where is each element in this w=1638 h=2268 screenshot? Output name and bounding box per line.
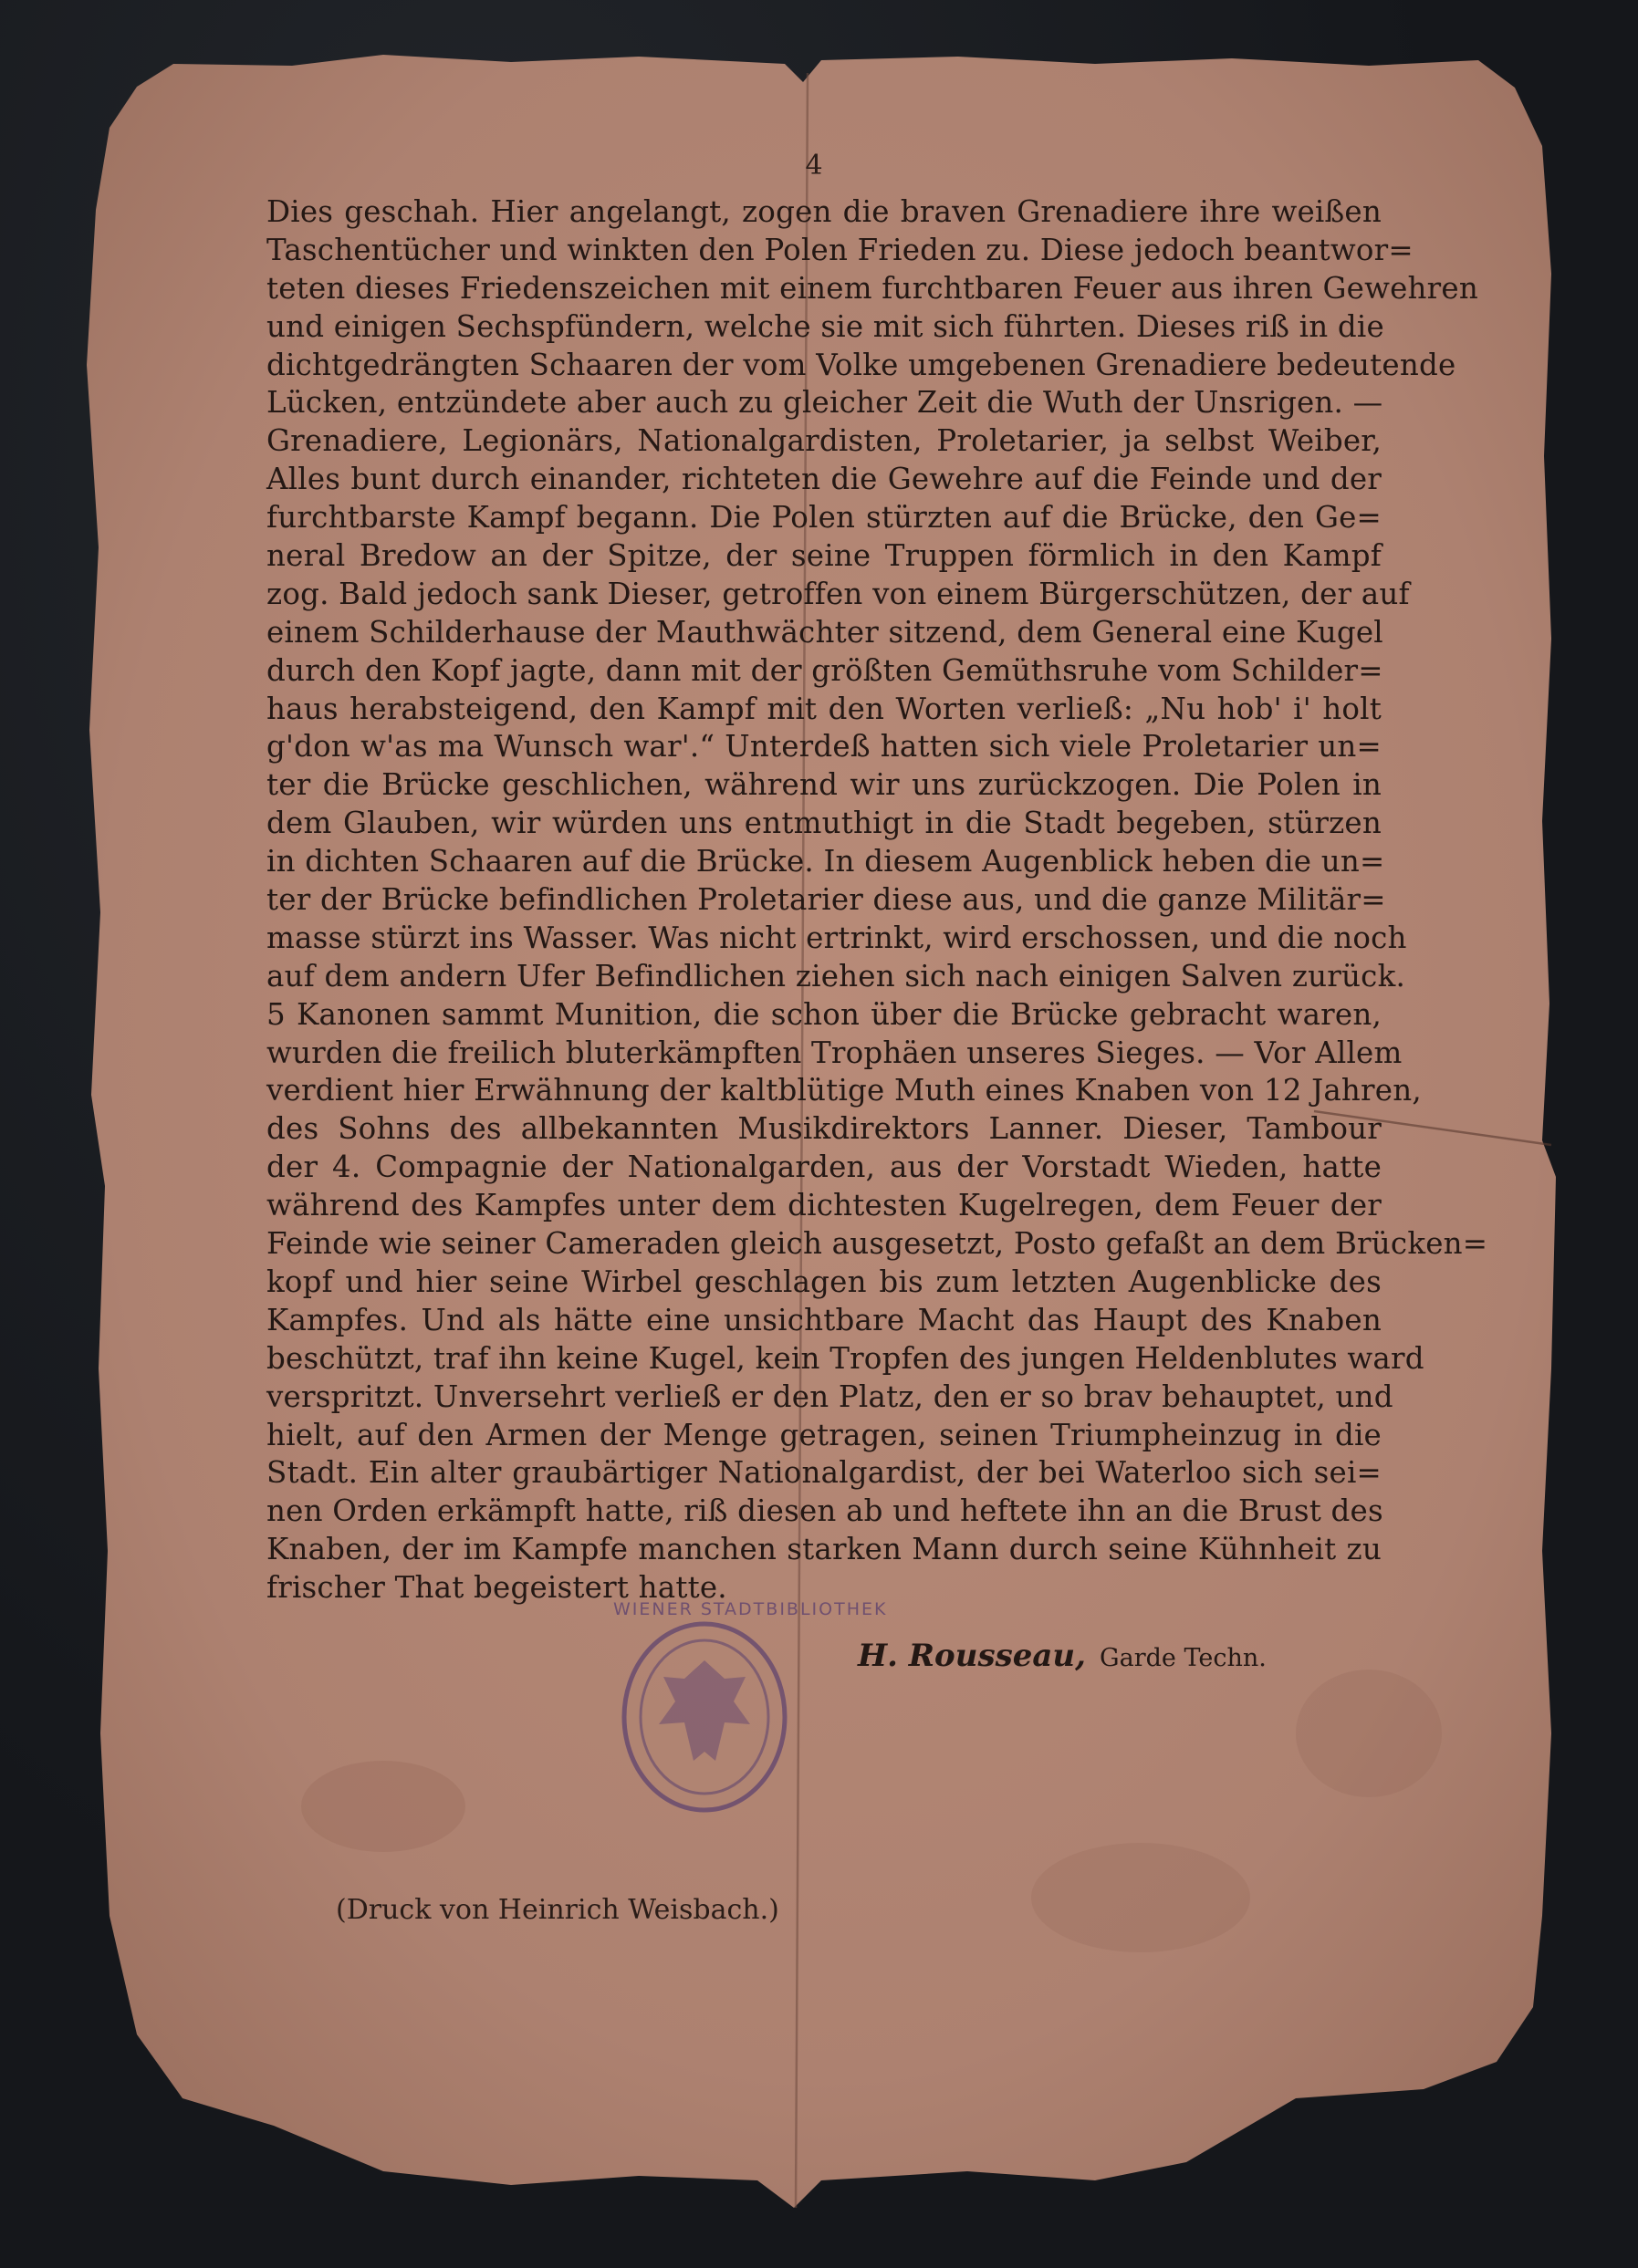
text-line: hielt, auf den Armen der Menge getragen, seinen Triumpheinzug in die [266,1417,1382,1452]
text-line: wurden die freilich bluterkämpften Trophäen unseres Sieges. — Vor Allem [266,1035,1403,1070]
text-line: Dies geschah. Hier angelangt, zogen die braven Grenadiere ihre weißen [266,194,1382,229]
signature [858,1638,1267,1674]
printer-imprint: (Druck von Heinrich Weisbach.) [336,1894,779,1926]
text-line: neral Bredow an der Spitze, der seine Truppen förmlich in den Kampf [266,538,1382,574]
text-line: Knaben, der im Kampfe manchen starken Mann durch seine Kühnheit zu [266,1532,1382,1567]
text-line: und einigen Sechspfündern, welche sie mit sich führten. Dieses riß in die [266,308,1384,344]
text-line: haus herabsteigend, den Kampf mit den Worten verließ: „Nu hob' i' holt [266,691,1382,726]
text-line: der 4. Compagnie der Nationalgarden, aus der Vorstadt Wieden, hatte [266,1150,1382,1185]
text-line: nen Orden erkämpft hatte, riß diesen ab und heftete ihn an die Brust des [266,1493,1383,1529]
stain [1031,1843,1250,1952]
text-line: Stadt. Ein alter graubärtiger Nationalgardist, der bei Waterloo sich sei= [266,1455,1382,1491]
text-line: Kampfes. Und als hätte eine unsichtbare Macht das Haupt des Knaben [266,1302,1382,1337]
text-line: beschützt, traf ihn keine Kugel, kein Tropfen des jungen Heldenblutes ward [266,1340,1424,1376]
text-line: Alles bunt durch einander, richteten die Gewehre auf die Feinde und der [266,462,1382,497]
text-line: verdient hier Erwähnung der kaltblütige Muth eines Knaben von 12 Jahren, [266,1073,1422,1108]
text-line: dichtgedrängten Schaaren der vom Volke umgebenen Grenadiere bedeutende [266,347,1456,382]
text-line: durch den Kopf jagte, dann mit der größten Gemüthsruhe vom Schilder= [266,652,1383,688]
eagle-icon [659,1660,750,1761]
text-line: Grenadiere, Legionärs, Nationalgardisten, Proletarier, ja selbst Weiber, [266,423,1382,459]
text-line: ter die Brücke geschlichen, während wir uns zurückzogen. Die Polen in [266,767,1382,803]
text-line: auf dem andern Ufer Befindlichen ziehen sich nach einigen Salven zurück. [266,958,1405,994]
stain [1296,1670,1442,1797]
stamp-text: WIENER STADTBIBLIOTHEK [613,1599,888,1619]
text-line: einem Schilderhause der Mauthwächter sitzend, dem General eine Kugel [266,614,1383,650]
text-line: frischer That begeistert hatte. [266,1570,727,1606]
stain [301,1761,465,1852]
text-line: 5 Kanonen sammt Munition, die schon über die Brücke gebracht waren, [266,996,1382,1032]
author-name: H. Rousseau, [858,1638,1086,1674]
text-line: kopf und hier seine Wirbel geschlagen bis zum letzten Augenblicke des [266,1264,1382,1299]
text-line: während des Kampfes unter dem dichtesten Kugelregen, dem Feuer der [266,1188,1382,1223]
text-line: teten dieses Friedenszeichen mit einem furchtbaren Feuer aus ihren Gewehren [266,270,1478,306]
text-line: Taschentücher und winkten den Polen Frieden zu. Diese jedoch beantwor= [266,232,1414,267]
text-line: dem Glauben, wir würden uns entmuthigt in die Stadt begeben, stürzen [266,806,1382,841]
text-line: Feinde wie seiner Cameraden gleich ausgesetzt, Posto gefaßt an dem Brücken= [266,1226,1488,1262]
text-line: in dichten Schaaren auf die Brücke. In diesem Augenblick heben die un= [266,844,1385,879]
text-line: furchtbarste Kampf begann. Die Polen stürzten auf die Brücke, den Ge= [266,500,1382,536]
article-body [266,193,1488,1607]
author-role: Garde Techn. [1100,1644,1267,1672]
stamp-graphic [613,1599,888,1825]
text-line: g'don w'as ma Wunsch war'.“ Unterdeß hatten sich viele Proletarier un= [266,729,1382,765]
page-number: 4 [805,150,823,182]
text-line: ter der Brücke befindlichen Proletarier diese aus, und die ganze Militär= [266,882,1386,918]
library-stamp [613,1599,888,1825]
text-line: Lücken, entzündete aber auch zu gleicher Zeit die Wuth der Unsrigen. — [266,385,1383,421]
text-line: des Sohns des allbekannten Musikdirektors Lanner. Dieser, Tambour [266,1111,1382,1147]
text-line: masse stürzt ins Wasser. Was nicht ertrinkt, wird erschossen, und die noch [266,920,1407,955]
text-line: zog. Bald jedoch sank Dieser, getroffen von einem Bürgerschützen, der auf [266,576,1410,611]
text-line: verspritzt. Unversehrt verließ er den Platz, den er so brav behauptet, und [266,1378,1393,1414]
